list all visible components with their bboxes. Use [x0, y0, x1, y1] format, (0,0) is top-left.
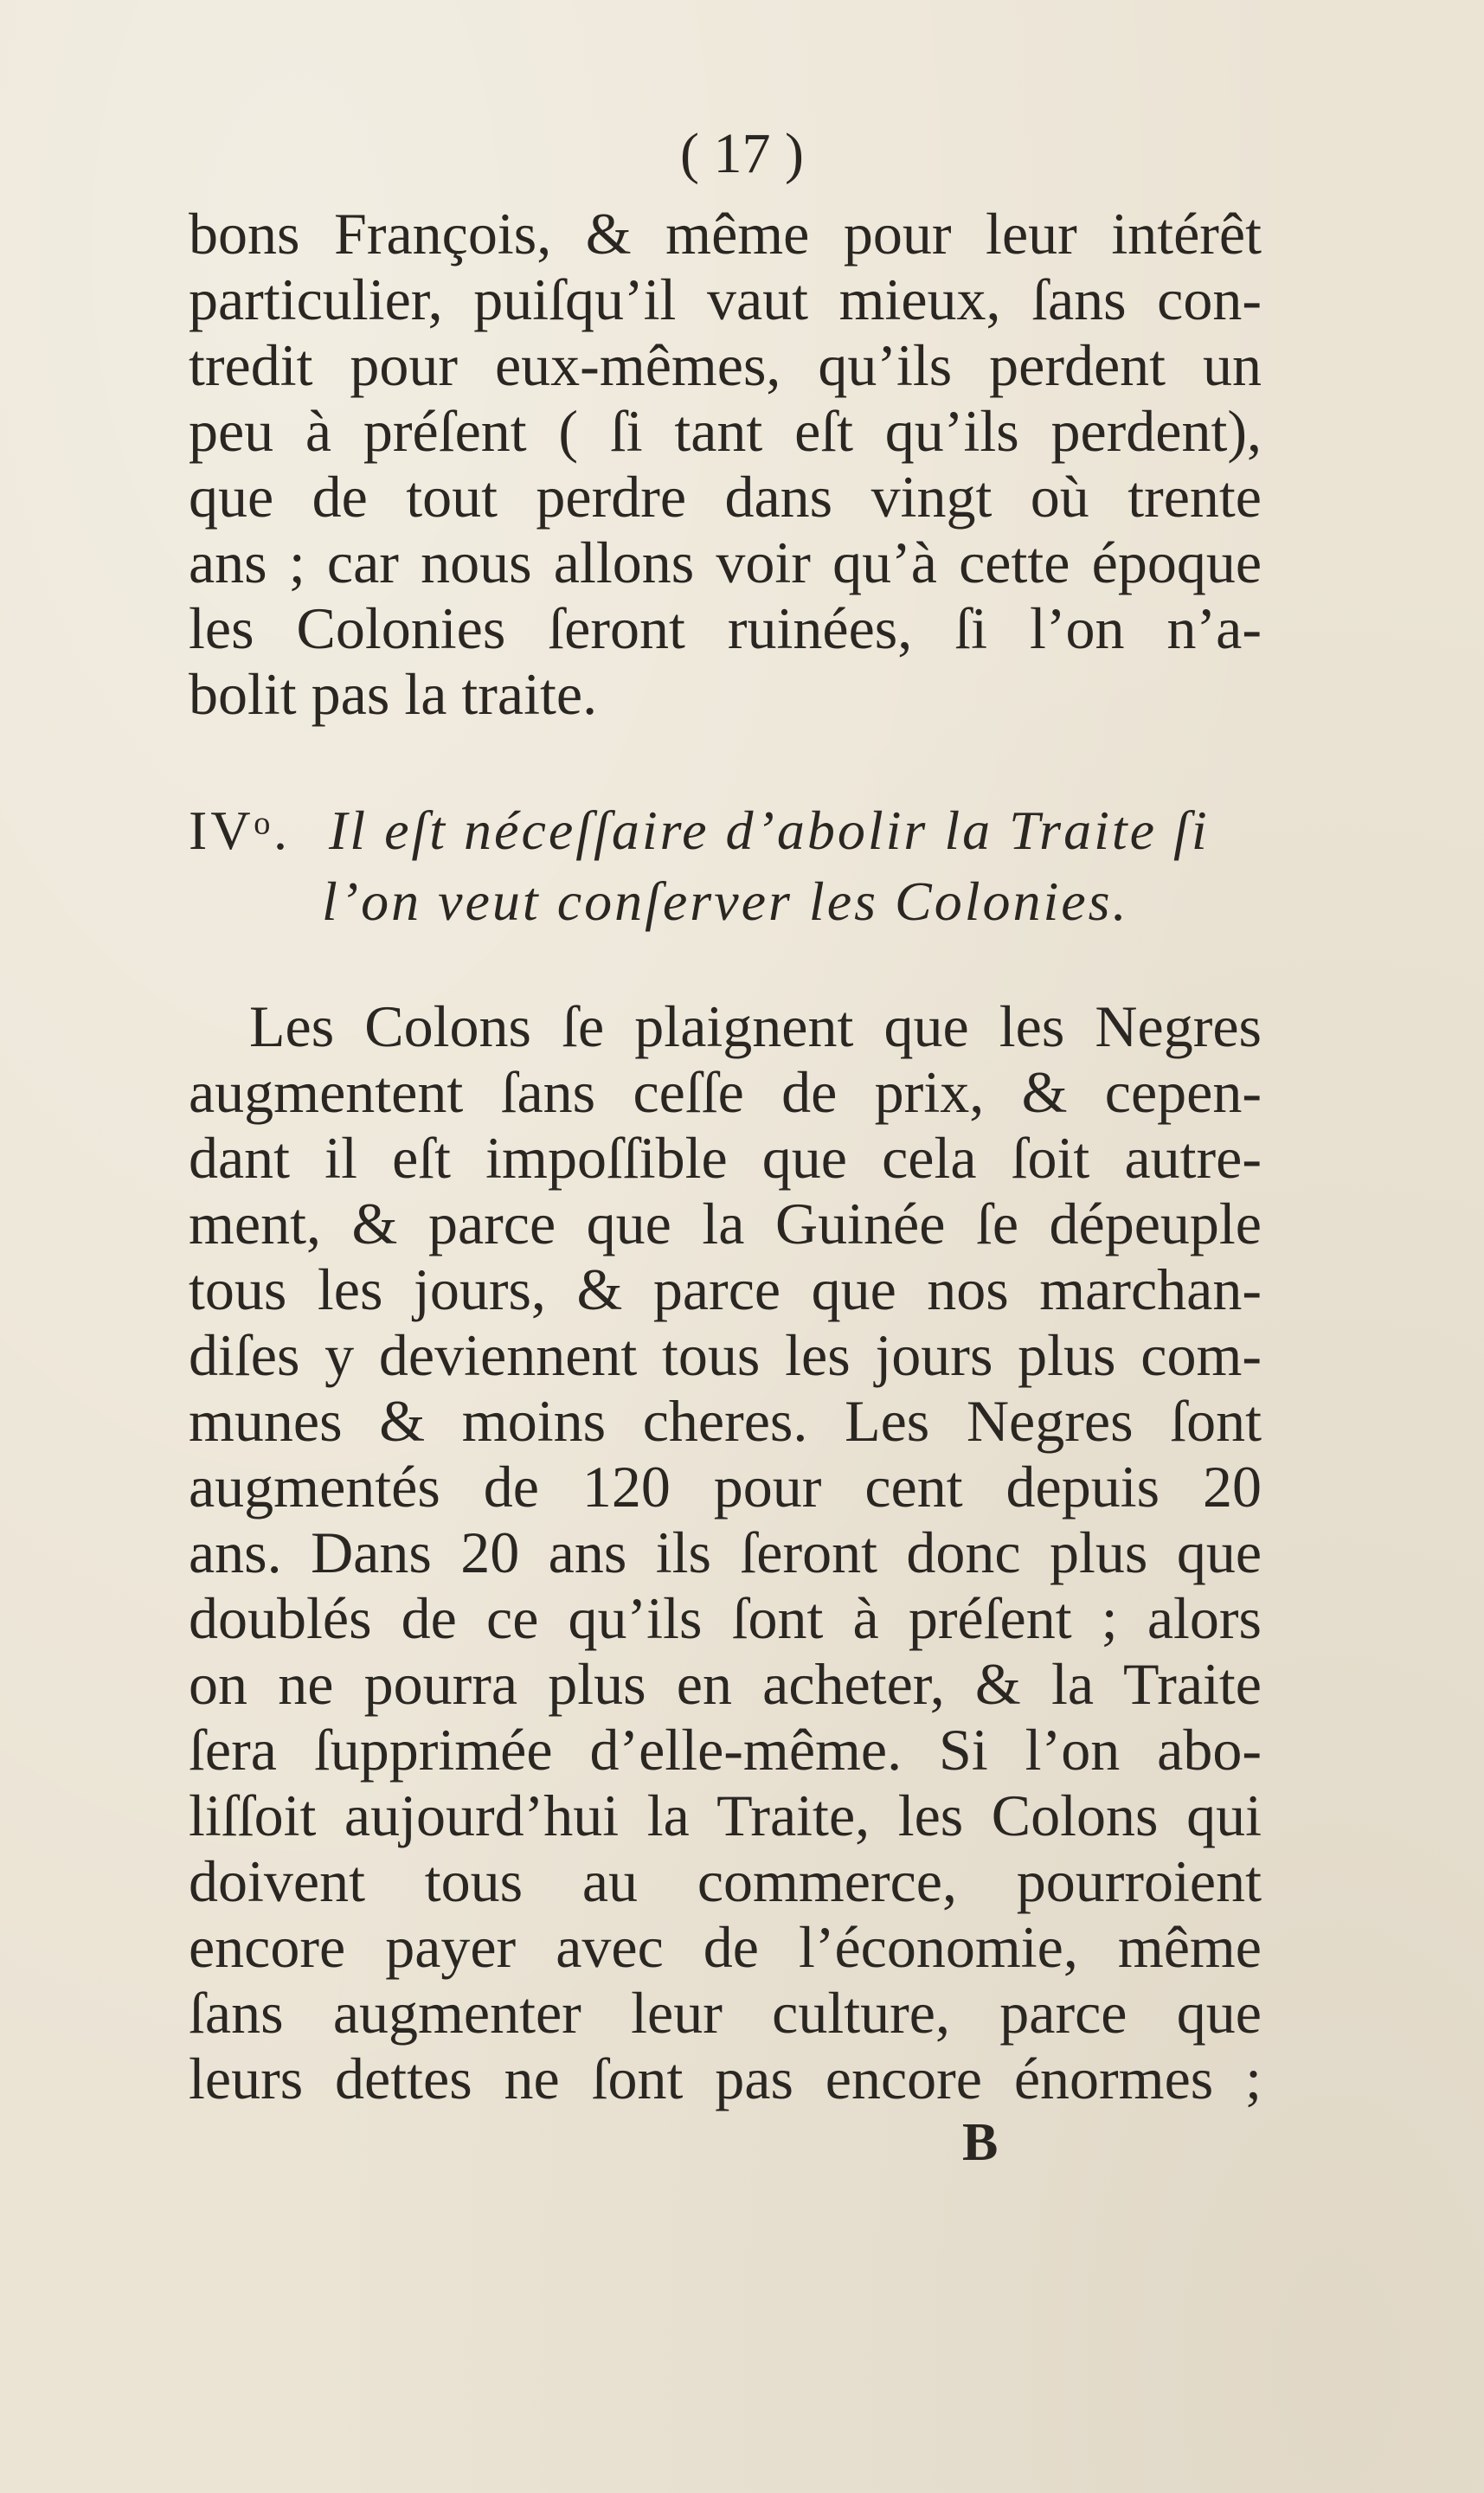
text-line: particulier, puiſqu’il vaut mieux, ſans con-	[189, 267, 1262, 332]
signature-mark: B	[962, 2113, 999, 2172]
section-heading	[189, 798, 1262, 864]
text-line: munes & moins cheres. Les Negres ſont	[189, 1388, 1262, 1454]
text-line: tous les jours, & parce que nos marchan-	[189, 1256, 1262, 1322]
text-line: ſera ſupprimée d’elle-même. Si l’on abo-	[189, 1717, 1262, 1783]
text-line: bons François, & même pour leur intérêt	[189, 201, 1262, 267]
text-line: tredit pour eux-mêmes, qu’ils perdent un	[189, 332, 1262, 398]
page-number: ( 17 )	[680, 122, 804, 185]
text-line: ment, & parce que la Guinée ſe dépeuple	[189, 1191, 1262, 1256]
section-heading-line: Il eſt néceſſaire d’abolir la Traite ſi	[328, 800, 1210, 861]
text-line: augmentent ſans ceſſe de prix, & cepen-	[189, 1059, 1262, 1125]
text-line: on ne pourra plus en acheter, & la Traite	[189, 1651, 1262, 1717]
text-line: diſes y deviennent tous les jours plus com-	[189, 1322, 1262, 1388]
text-line: ans ; car nous allons voir qu’à cette époque	[189, 530, 1262, 595]
text-line: bolit pas la traite.	[189, 661, 598, 727]
text-line: les Colonies ſeront ruinées, ſi l’on n’a-	[189, 595, 1262, 661]
text-line: que de tout perdre dans vingt où trente	[189, 464, 1262, 530]
text-line: encore payer avec de l’économie, même	[189, 1914, 1262, 1980]
text-line: ſans augmenter leur culture, parce que	[189, 1980, 1262, 2046]
text-line: doublés de ce qu’ils ſont à préſent ; alors	[189, 1585, 1262, 1651]
section-heading-line: l’on veut conſerver les Colonies.	[322, 871, 1129, 932]
text-line: ans. Dans 20 ans ils ſeront donc plus que	[189, 1520, 1262, 1585]
text-line: augmentés de 120 pour cent depuis 20	[189, 1454, 1262, 1520]
text-line: leurs dettes ne ſont pas encore énormes ;	[189, 2046, 1262, 2111]
text-line: doivent tous au commerce, pourroient	[189, 1848, 1262, 1914]
text-line: Les Colons ſe plaignent que les Negres	[249, 993, 1262, 1059]
text-line: liſſoit aujourd’hui la Traite, les Colons qui	[189, 1783, 1262, 1848]
text-line: peu à préſent ( ſi tant eſt qu’ils perdent),	[189, 398, 1262, 464]
section-number: IVᵒ.	[189, 800, 291, 861]
text-line: dant il eſt impoſſible que cela ſoit autre-	[189, 1125, 1262, 1191]
